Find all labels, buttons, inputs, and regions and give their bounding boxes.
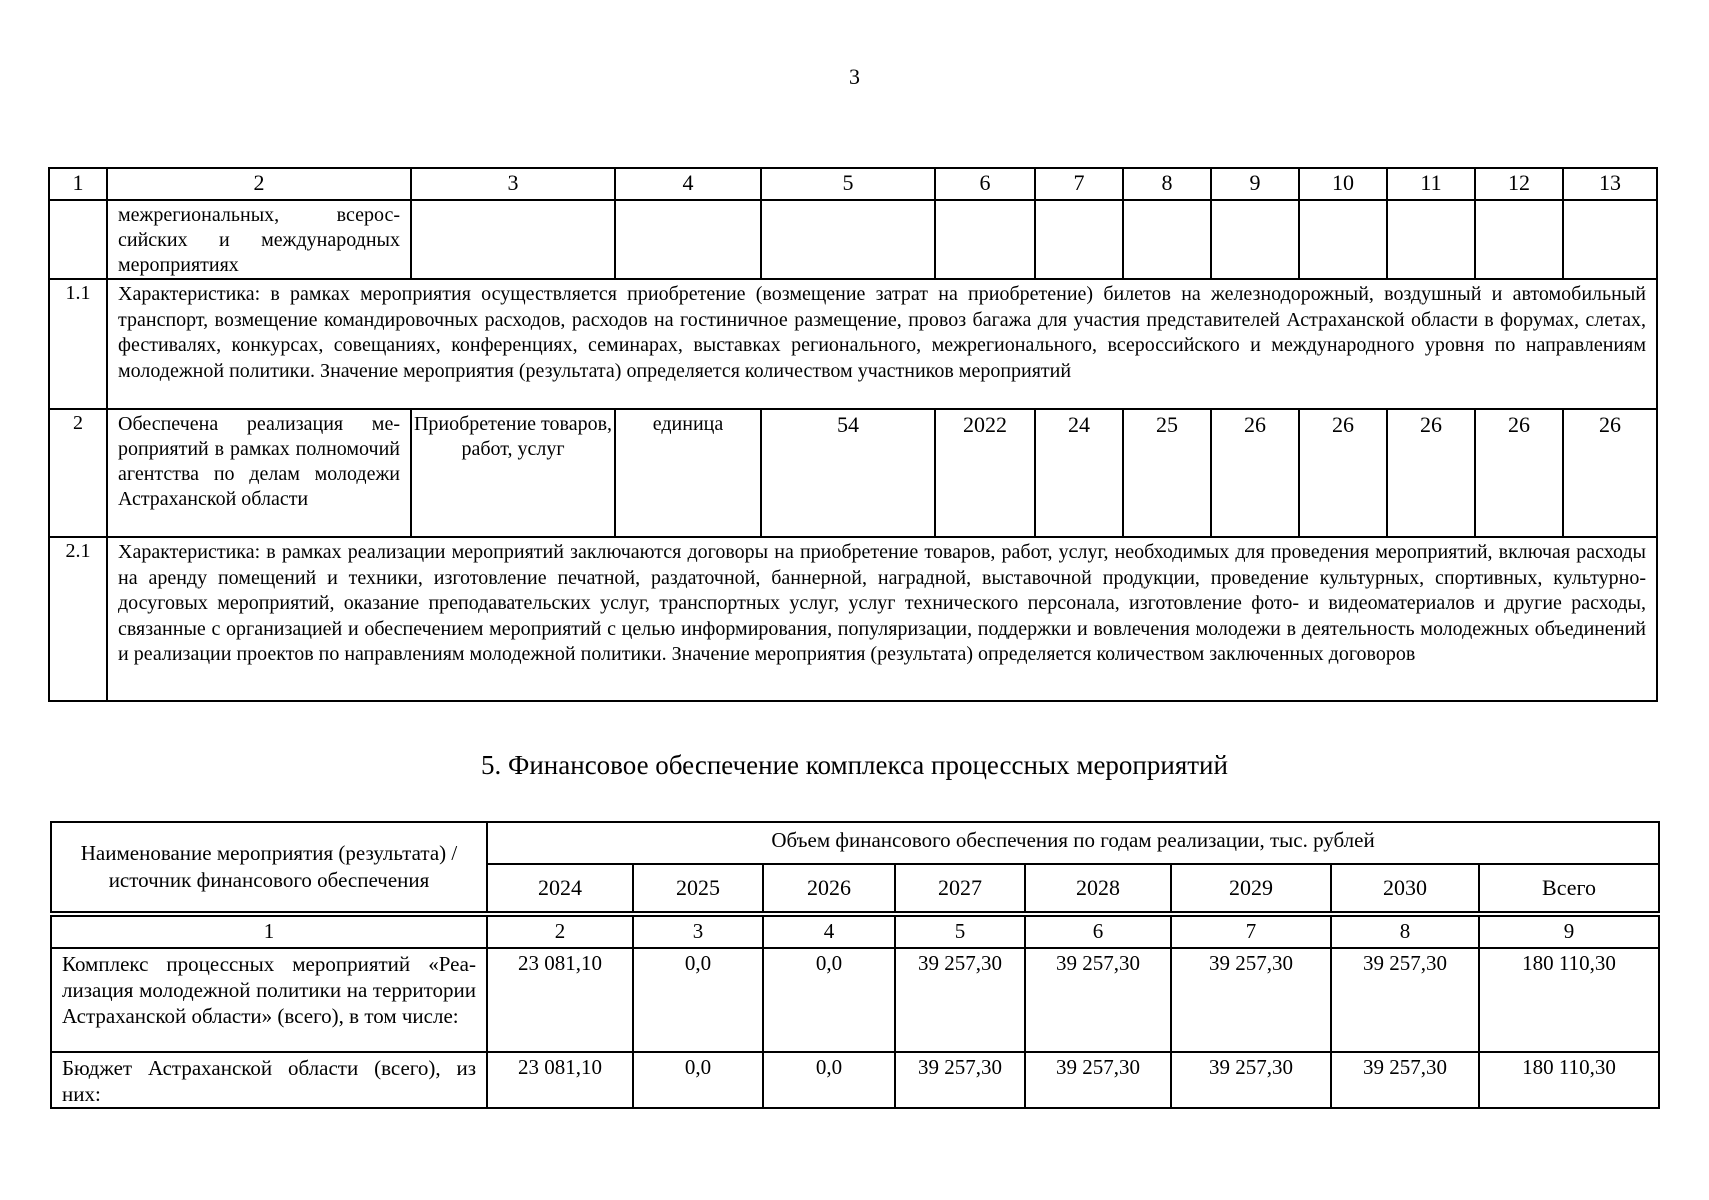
table-row <box>51 948 1659 1052</box>
page-number: 3 <box>849 64 860 89</box>
column-number: 6 <box>935 168 1035 200</box>
year-header: 2029 <box>1171 864 1331 912</box>
section-title: 5. Финансовое обеспечение комплекса процессных мероприятий <box>481 750 1228 780</box>
value-cell: 39 257,30 <box>1171 1052 1331 1108</box>
table-header-row <box>49 168 1657 200</box>
row-number: 2 <box>49 409 107 537</box>
year-header: 2026 <box>763 864 895 912</box>
value-cell: 39 257,30 <box>1331 1052 1479 1108</box>
value-cell: 39 257,30 <box>895 1052 1025 1108</box>
column-number: 9 <box>1479 916 1659 948</box>
value-cell: 39 257,30 <box>1025 948 1171 1052</box>
characteristic-text: Характеристика: в рамках реализации мероприятий заключаются договоры на приобретение товаров, работ, услуг, необходимых для проведения мероприятий, включая расходы на аренду помещений и техники, изготовление печатной, раздаточной, баннерной, наградной, выставочной продукции, проведение культурных, спортивных, культурно-досуговых мероприятий, оказание преподавательских услуг, транспортных услуг, услуг технического персонала, изготовление фото- и видеоматериалов и другие расходы, связанные с организацией и обеспечением мероприятий с целью информирования, популяризации, поддержки и вовлечения молодежи в деятельность молодежных объединений и реализации проектов по направлениям молодежной политики. Значение мероприятия (результата) определяется количеством заключенных договоров <box>107 537 1657 701</box>
column-number: 8 <box>1331 916 1479 948</box>
column-number: 10 <box>1299 168 1387 200</box>
row-number: 2.1 <box>49 537 107 701</box>
column-number: 5 <box>895 916 1025 948</box>
row-name: Комплекс процессных мероприятий «Реализация молодежной политики на территории Астраханской области» (всего), в том числе: <box>51 948 487 1052</box>
characteristic-text: Характеристика: в рамках мероприятия осуществляется приобретение (возмещение затрат на приобретение) билетов на железнодорожный, воздушный и автомобильный транспорт, возмещение командировочных расходов, расходов на гостиничное размещение, провоз багажа для участия представителей Астраханской области в форумах, слетах, фестивалях, конкурсах, совещаниях, конференциях, семинарах, выставках регионального, межрегионального, всероссийского и международного уровня по направлениям молодежной политики. Значение мероприятия (результата) определяется количеством участников мероприятий <box>107 279 1657 409</box>
measure-name: Обеспечена реализация мероприятий в рамках полномочий агентства по делам молодежи Астраханской области <box>107 409 411 537</box>
year-header: 2025 <box>633 864 763 912</box>
value-cell: 0,0 <box>633 948 763 1052</box>
row-name: Бюджет Астраханской области (всего), из них: <box>51 1052 487 1108</box>
column-number: 2 <box>107 168 411 200</box>
column-number: 9 <box>1211 168 1299 200</box>
indicators-table <box>48 167 1658 702</box>
column-number: 3 <box>411 168 615 200</box>
total-cell: 180 110,30 <box>1479 948 1659 1052</box>
value-2024: 24 <box>1035 409 1123 537</box>
value-cell: 0,0 <box>633 1052 763 1108</box>
column-number: 3 <box>633 916 763 948</box>
value-2025: 25 <box>1123 409 1211 537</box>
column-number: 7 <box>1171 916 1331 948</box>
year-header: 2027 <box>895 864 1025 912</box>
column-number: 12 <box>1475 168 1563 200</box>
index-row <box>51 916 1659 948</box>
base-value: 54 <box>761 409 935 537</box>
column-number: 6 <box>1025 916 1171 948</box>
column-number: 4 <box>763 916 895 948</box>
column-number: 2 <box>487 916 633 948</box>
table-header-row <box>51 822 1659 864</box>
column-number: 4 <box>615 168 761 200</box>
table-row <box>51 1052 1659 1108</box>
row-number: 1.1 <box>49 279 107 409</box>
column-number: 7 <box>1035 168 1123 200</box>
total-cell: 180 110,30 <box>1479 1052 1659 1108</box>
table-row <box>49 200 1657 279</box>
value-cell: 39 257,30 <box>895 948 1025 1052</box>
unit: единица <box>615 409 761 537</box>
value-cell: 39 257,30 <box>1171 948 1331 1052</box>
measure-type: Приобретение товаров, работ, услуг <box>411 409 615 537</box>
name-column-header: Наименование мероприятия (результата) / источник финансового обеспечения <box>51 822 487 912</box>
base-year: 2022 <box>935 409 1035 537</box>
value-2029: 26 <box>1475 409 1563 537</box>
year-header: 2028 <box>1025 864 1171 912</box>
value-cell: 39 257,30 <box>1331 948 1479 1052</box>
year-header: 2024 <box>487 864 633 912</box>
financing-table <box>50 821 1660 1109</box>
volume-column-header: Объем финансового обеспечения по годам реализации, тыс. рублей <box>487 822 1659 864</box>
column-number: 8 <box>1123 168 1211 200</box>
year-header: 2030 <box>1331 864 1479 912</box>
value-cell: 23 081,10 <box>487 948 633 1052</box>
value-2030: 26 <box>1563 409 1657 537</box>
table-row <box>49 409 1657 537</box>
value-2028: 26 <box>1387 409 1475 537</box>
table-row <box>49 279 1657 409</box>
total-header: Всего <box>1479 864 1659 912</box>
column-number: 11 <box>1387 168 1475 200</box>
value-cell: 23 081,10 <box>487 1052 633 1108</box>
column-number: 13 <box>1563 168 1657 200</box>
value-cell: 39 257,30 <box>1025 1052 1171 1108</box>
measure-name: межрегиональных, всероссийских и международных мероприятиях <box>107 200 411 279</box>
value-cell: 0,0 <box>763 948 895 1052</box>
column-number: 1 <box>49 168 107 200</box>
value-2027: 26 <box>1299 409 1387 537</box>
value-cell: 0,0 <box>763 1052 895 1108</box>
value-2026: 26 <box>1211 409 1299 537</box>
table-row <box>49 537 1657 701</box>
column-number: 5 <box>761 168 935 200</box>
column-number: 1 <box>51 916 487 948</box>
